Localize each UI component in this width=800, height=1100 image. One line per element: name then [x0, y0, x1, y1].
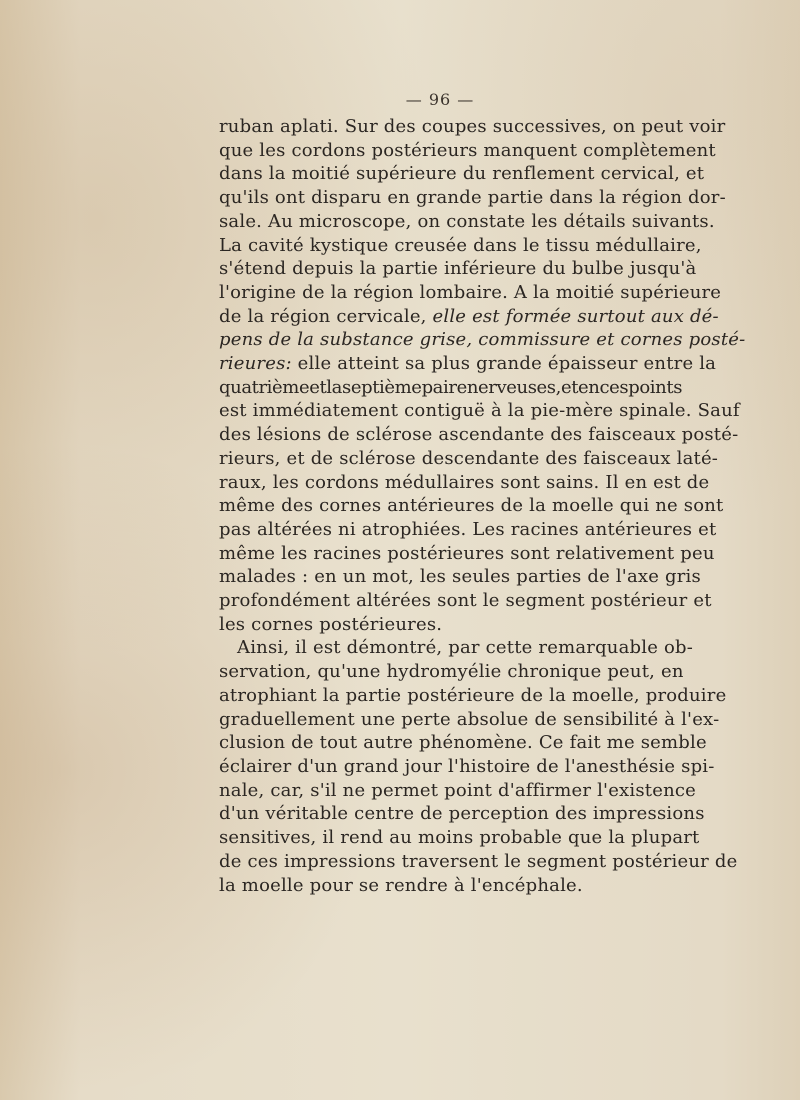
text-line: même les racines postérieures sont relativement peu [219, 542, 715, 564]
text-segment: de la région cervicale, [219, 305, 433, 327]
text-line: éclairer d'un grand jour l'histoire de l'anesthésie spi- [219, 755, 715, 777]
text-line: qu'ils ont disparu en grande partie dans la région dor- [219, 187, 726, 209]
text-line: les cornes postérieures. [219, 613, 443, 635]
text-line: des lésions de sclérose ascendante des faisceaux posté- [219, 424, 739, 446]
text-line: La cavité kystique creusée dans le tissu médullaire, [219, 234, 702, 256]
text-line: atrophiant la partie postérieure de la moelle, produire [219, 684, 727, 706]
page-number: — 96 — [405, 90, 475, 109]
italic-text: elle est formée surtout aux dé- [432, 305, 719, 327]
text-line: nale, car, s'il ne permet point d'affirmer l'existence [219, 779, 697, 801]
text-line: quatrièmeetlaseptièmepairenerveuses,etencespoints [219, 376, 683, 398]
text-line: pas altérées ni atrophiées. Les racines antérieures et [219, 518, 717, 540]
text-line: sale. Au microscope, on constate les détails suivants. [219, 210, 715, 232]
text-line: raux, les cordons médullaires sont sains. Il en est de [219, 471, 710, 493]
text-line: est immédiatement contiguë à la pie-mère spinale. Sauf [219, 400, 740, 422]
italic-text: pens de la substance grise, commissure et cornes posté- [219, 329, 746, 351]
text-line: s'étend depuis la partie inférieure du bulbe jusqu'à [219, 258, 697, 280]
text-line: d'un véritable centre de perception des impressions [219, 803, 705, 825]
body-text [219, 115, 746, 897]
text-line: même des cornes antérieures de la moelle qui ne sont [219, 495, 724, 517]
text-line: graduellement une perte absolue de sensibilité à l'ex- [219, 708, 720, 730]
text-segment: elle atteint sa plus grande épaisseur entre la [291, 353, 717, 375]
text-line: dans la moitié supérieure du renflement cervical, et [219, 163, 705, 185]
italic-text: rieures: [219, 353, 292, 375]
text-line [219, 305, 719, 329]
text-line: de ces impressions traversent le segment postérieur de [219, 850, 738, 872]
text-line: Ainsi, il est démontré, par cette remarquable ob- [237, 637, 694, 659]
text-line: profondément altérées sont le segment postérieur et [219, 590, 712, 612]
text-line: l'origine de la région lombaire. A la moitié supérieure [219, 281, 722, 303]
text-line: ruban aplati. Sur des coupes successives, on peut voir [219, 116, 726, 137]
text-line: la moelle pour se rendre à l'encéphale. [219, 874, 583, 896]
text-line: clusion de tout autre phénomène. Ce fait me semble [219, 732, 707, 754]
text-line: servation, qu'une hydromyélie chronique peut, en [219, 661, 684, 683]
text-line: sensitives, il rend au moins probable que la plupart [219, 827, 700, 849]
text-line: malades : en un mot, les seules parties de l'axe gris [219, 566, 701, 588]
text-line: que les cordons postérieurs manquent complètement [219, 139, 716, 161]
text-line [219, 328, 746, 352]
text-line [219, 352, 717, 376]
text-line: rieurs, et de sclérose descendante des faisceaux laté- [219, 447, 719, 469]
